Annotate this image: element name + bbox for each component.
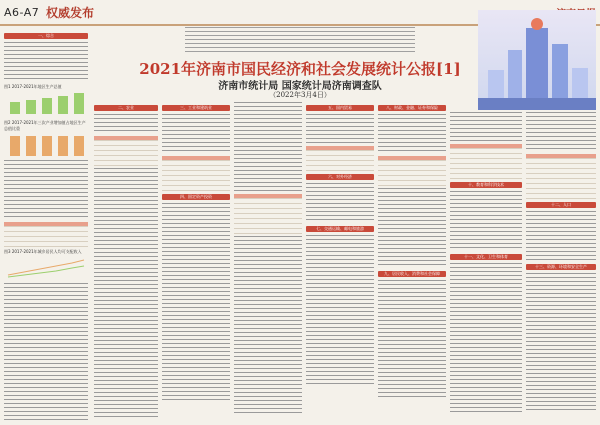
body-text: [162, 114, 230, 154]
body-text: [378, 188, 446, 268]
column-3: [162, 102, 230, 420]
article-subtitle: 济南市统计局 国家统计局济南调查队: [218, 81, 382, 92]
body-text: [378, 114, 446, 154]
section-heading: 六、对外经济: [306, 174, 374, 180]
section-heading: 十二、人口: [526, 202, 596, 208]
section-heading: 十一、文化、卫生和体育: [450, 254, 522, 260]
column-2: [94, 102, 158, 420]
bar: [58, 136, 68, 156]
line-chart: [4, 255, 88, 279]
section-heading: 三、工业和建筑业: [162, 105, 230, 111]
bar: [26, 136, 36, 156]
data-table: [526, 154, 596, 199]
section-heading: 九、居民收入、消费和社会保障: [378, 271, 446, 277]
data-table: [94, 136, 158, 166]
intro-text: [185, 27, 415, 55]
section-heading: 十、教育和科学技术: [450, 182, 522, 188]
section-heading: 七、交通运输、邮电和旅游: [306, 226, 374, 232]
section-heading: 一、综合: [4, 33, 88, 39]
body-text: [94, 168, 158, 418]
left-column: [4, 30, 88, 420]
bar: [42, 98, 52, 114]
body-text: [4, 283, 88, 420]
body-text: [4, 42, 88, 82]
column-6: [378, 102, 446, 420]
body-text: [378, 280, 446, 400]
section-heading: 四、固定资产投资: [162, 194, 230, 200]
data-table: [306, 146, 374, 171]
data-table: [4, 222, 88, 247]
bar: [74, 136, 84, 156]
body-text: [526, 112, 596, 152]
body-text: [4, 160, 88, 220]
section-heading: 二、农业: [94, 105, 158, 111]
chart-caption: 图3 2017-2021年城乡居民人均可支配收入: [4, 249, 82, 254]
column-7: [450, 112, 522, 420]
bar: [42, 136, 52, 156]
data-table: [378, 156, 446, 186]
bar-chart: [4, 90, 88, 114]
column-5: [306, 102, 374, 420]
section-heading: 八、财政、金融、证券和保险: [378, 105, 446, 111]
stacked-chart: [4, 132, 88, 156]
data-table: [162, 156, 230, 191]
body-text: [162, 203, 230, 403]
bar: [74, 93, 84, 114]
body-text: [526, 273, 596, 413]
bar: [26, 100, 36, 114]
section-heading: 十三、资源、环境和安全生产: [526, 264, 596, 270]
article-date: （2022年3月4日）: [269, 91, 331, 99]
article-title: 2021年济南市国民经济和社会发展统计公报[1]: [139, 60, 461, 78]
illustration: [478, 10, 596, 110]
body-text: [450, 263, 522, 413]
page-number: A6-A7: [4, 6, 40, 19]
body-text: [94, 114, 158, 134]
section-title: 权威发布: [46, 6, 95, 20]
body-text: [306, 235, 374, 385]
section-heading: 五、国内贸易: [306, 105, 374, 111]
bar: [10, 136, 20, 156]
column-8: [526, 112, 596, 420]
chart-caption: 图2 2017-2021年三次产业增加值占地区生产总值比重: [4, 120, 86, 131]
body-text: [234, 236, 302, 416]
bar: [58, 96, 68, 114]
column-4: [234, 102, 302, 420]
data-table: [234, 194, 302, 234]
body-text: [306, 114, 374, 144]
data-table: [450, 144, 522, 179]
body-text: [234, 102, 302, 192]
body-text: [526, 211, 596, 261]
bar: [10, 102, 20, 114]
chart-caption: 图1 2017-2021年地区生产总值: [4, 84, 62, 89]
body-text: [450, 112, 522, 142]
city-illustration: [478, 10, 596, 110]
body-text: [450, 191, 522, 251]
body-text: [306, 183, 374, 223]
